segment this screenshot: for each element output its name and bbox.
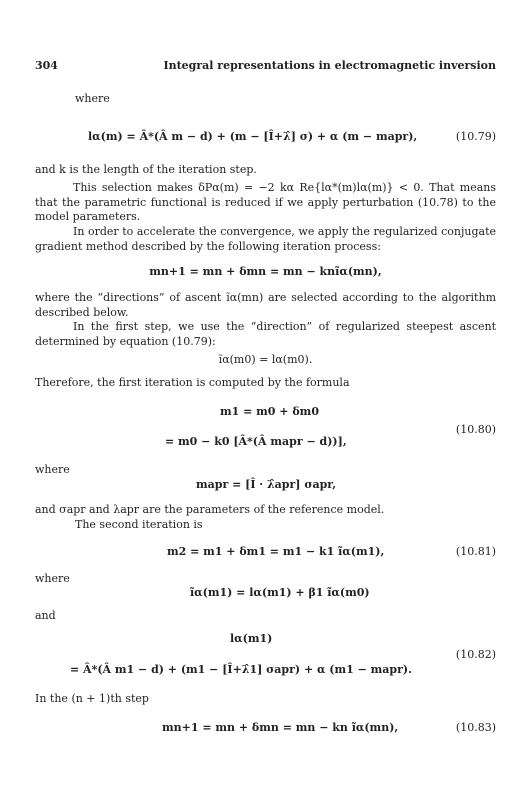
paragraph-selection: This selection makes δPα(m) = −2 kα Re{lα*(m)lα(m)} < 0. That means that the parametric functional is reduced if we apply perturbation (10.78) to the model parameters.: [35, 181, 496, 223]
equation-10-82-line-1: lα(m1): [230, 632, 273, 645]
reference-params-text: and σapr and λapr are the parameters of the reference model.: [35, 503, 385, 516]
where-label-2: where: [35, 463, 70, 476]
where-label-1: where: [75, 92, 110, 105]
equation-10-83: mn+1 = mn + δmn = mn − kn ĩα(mn),: [162, 721, 399, 734]
equation-10-80-line-1: m1 = m0 + δm0: [220, 405, 319, 418]
equation-direction-2: ĩα(m1) = lα(m1) + β1 ĩα(m0): [190, 586, 370, 599]
equation-10-80-line-2: = m0 − k0 [Â*(Â mapr − d))],: [165, 435, 347, 448]
equation-10-82-line-2: = Â*(Â m1 − d) + (m1 − [Î+λ̂1] σapr) + α (m1 − mapr).: [70, 663, 412, 676]
paragraph-accelerate: In order to accelerate the convergence, we apply the regularized conjugate gradient method described by the following iteration process:: [35, 225, 496, 253]
equation-10-79: lα(m) = Â*(Â m − d) + (m − [Î+λ̂] σ) + α (m − mapr),: [88, 130, 418, 143]
page-number: 304: [35, 59, 58, 72]
equation-iteration: mn+1 = mn + δmn = mn − knĩα(mn),: [149, 265, 382, 278]
equation-number-10-82: (10.82): [455, 648, 496, 661]
where-label-3: where: [35, 572, 70, 585]
running-title: Integral representations in electromagnetic inversion: [163, 59, 496, 72]
equation-first-direction: ĩα(m0) = lα(m0).: [218, 353, 313, 366]
equation-number-10-83: (10.83): [455, 721, 496, 734]
and-label: and: [35, 609, 56, 622]
therefore-text: Therefore, the first iteration is computed by the formula: [35, 376, 350, 389]
directions-text: where the “directions” of ascent ĩα(mn) are selected according to the algorithm described below.: [35, 291, 496, 319]
nth-step-text: In the (n + 1)th step: [35, 692, 149, 705]
second-iteration-text: The second iteration is: [75, 518, 203, 531]
step-length-text: and k is the length of the iteration step.: [35, 163, 257, 176]
equation-number-10-79: (10.79): [455, 130, 496, 143]
paragraph-first-step: In the first step, we use the “direction” of regularized steepest ascent determined by equation (10.79):: [35, 320, 496, 348]
equation-10-81: m2 = m1 + δm1 = m1 − k1 ĩα(m1),: [167, 545, 385, 558]
equation-number-10-81: (10.81): [455, 545, 496, 558]
equation-number-10-80: (10.80): [455, 423, 496, 436]
equation-m-apr: mapr = [Î · λ̂apr] σapr,: [196, 478, 337, 491]
